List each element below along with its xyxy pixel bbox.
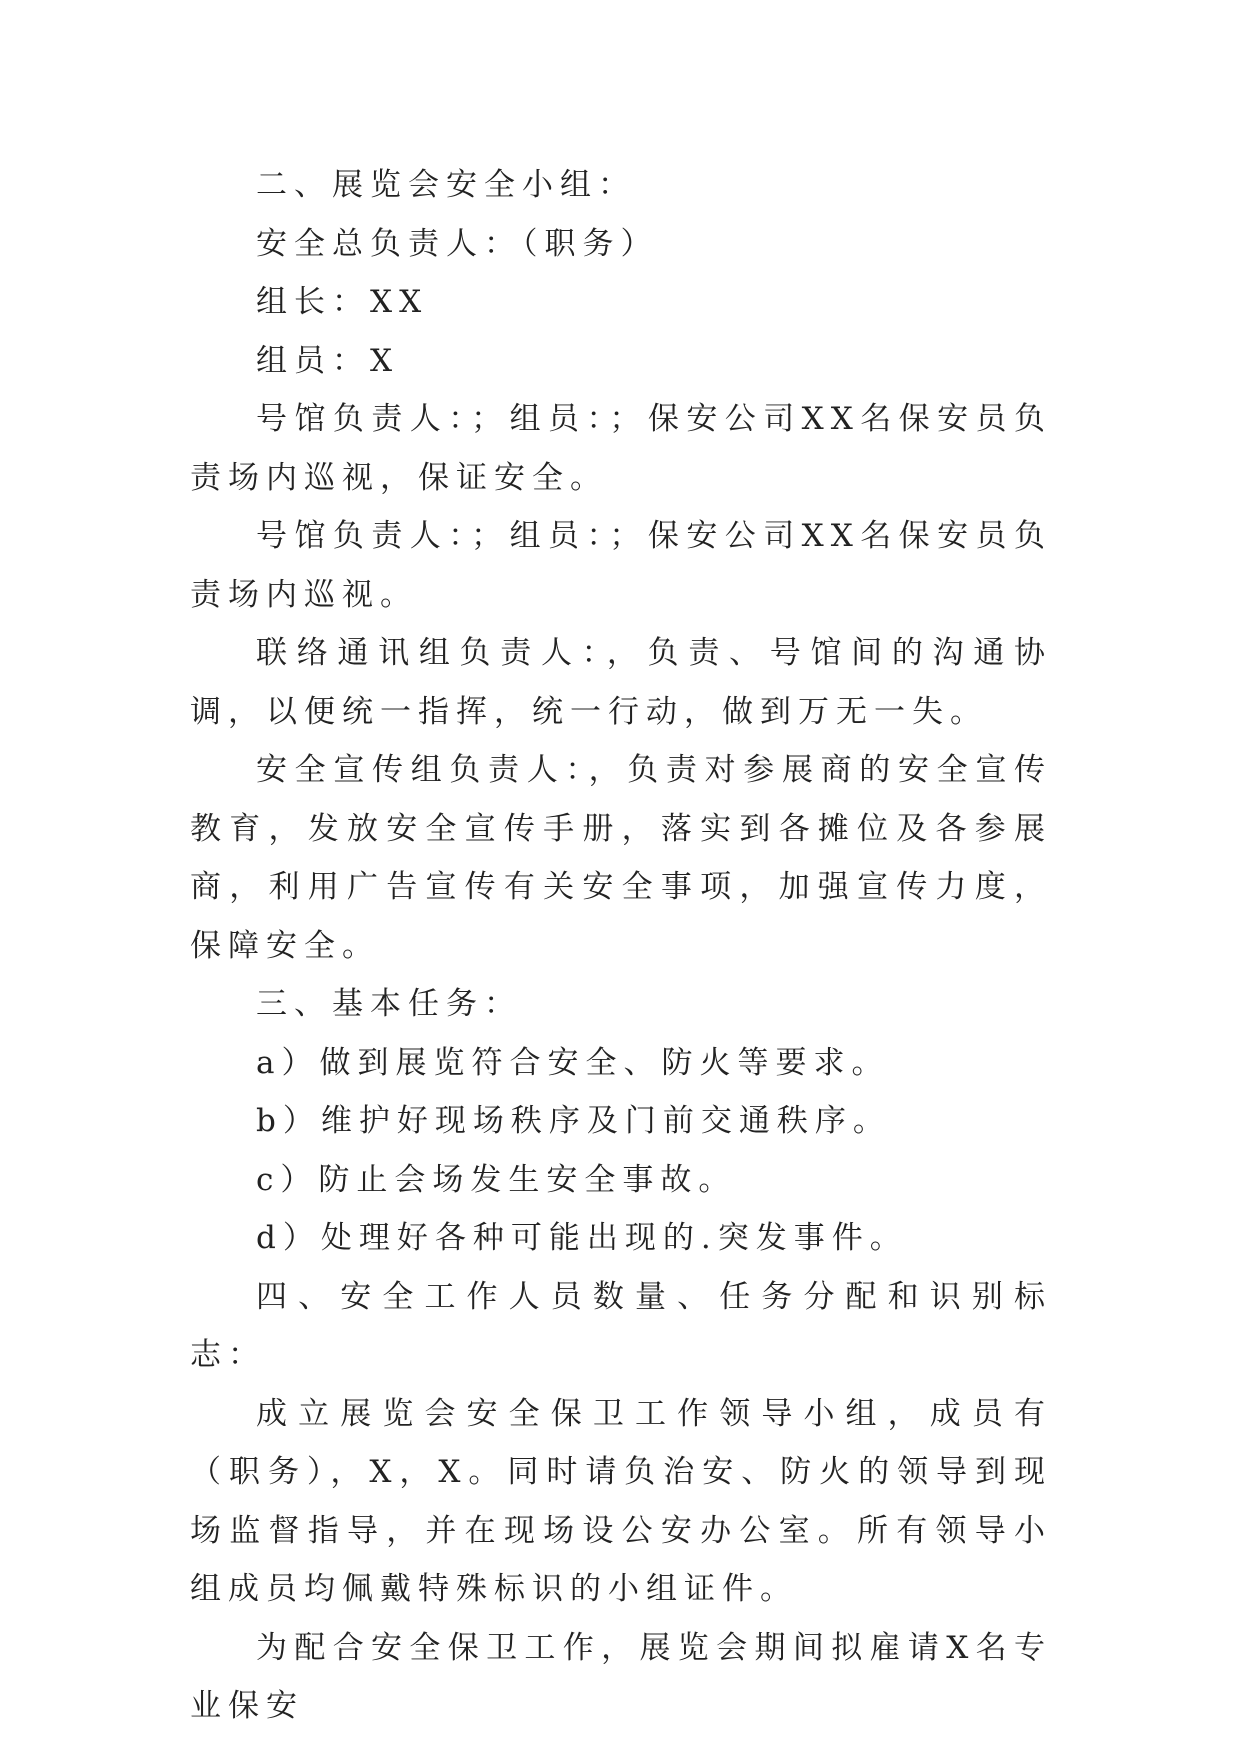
paragraph-group-member: 组员：X	[256, 342, 400, 379]
paragraph-leadership-group: 成立展览会安全保卫工作领导小组，成员有（职务），X，X。同时请负治安、防火的领导到现场监督指导，并在现场设公安办公室。所有领导小组成员均佩戴特殊标识的小组证件。	[190, 1395, 1052, 1607]
paragraph-chief-safety-officer: 安全总负责人：（职务）	[256, 225, 659, 262]
list-item-task-a: a）做到展览符合安全、防火等要求。	[256, 1044, 890, 1081]
paragraph-communication-group: 联络通讯组负责人：，负责、号馆间的沟通协调，以便统一指挥，统一行动，做到万无一失。	[190, 635, 1052, 730]
heading-basic-tasks: 三、基本任务：	[256, 986, 522, 1022]
heading-safety-group: 二、展览会安全小组：	[256, 167, 636, 203]
list-item-task-c: c）防止会场发生安全事故。	[256, 1161, 737, 1198]
paragraph-hall-officer-2: 号馆负责人：；组员：；保安公司XX名保安员负责场内巡视。	[190, 518, 1052, 613]
paragraph-publicity-group: 安全宣传组负责人：，负责对参展商的安全宣传教育，发放安全宣传手册，落实到各摊位及各参展商，利用广告宣传有关安全事项，加强宣传力度，保障安全。	[190, 752, 1052, 964]
list-item-task-b: b）维护好现场秩序及门前交通秩序。	[256, 1103, 891, 1139]
paragraph-security-guards: 为配合安全保卫工作，展览会期间拟雇请X名专业保安	[190, 1629, 1052, 1724]
paragraph-group-leader: 组长：XX	[256, 284, 429, 320]
heading-staffing: 四、安全工作人员数量、任务分配和识别标志：	[190, 1278, 1052, 1373]
list-item-task-d: d）处理好各种可能出现的.突发事件。	[256, 1220, 908, 1256]
document-body	[190, 156, 1052, 1736]
paragraph-hall-officer-1: 号馆负责人：；组员：；保安公司XX名保安员负责场内巡视，保证安全。	[190, 401, 1052, 496]
